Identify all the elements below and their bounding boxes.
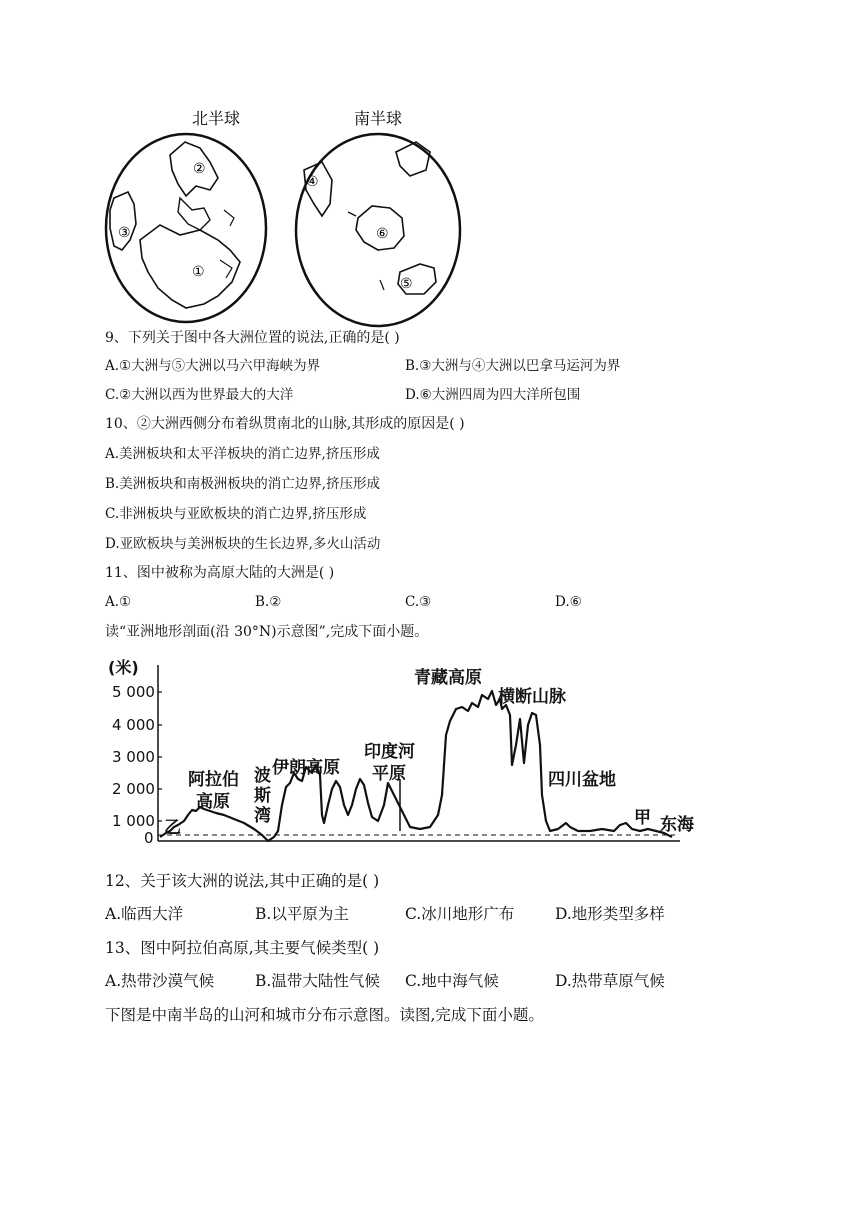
globes-figure [100,100,480,330]
label-sichuan-basin: 四川盆地 [548,770,616,790]
marker-5: ⑤ [400,276,413,292]
marker-4: ④ [306,174,319,190]
closing-intro: 下图是中南半岛的山河和城市分布示意图。读图,完成下面小题。 [105,1006,544,1024]
marker-1: ① [192,264,205,280]
q13-option-b: B.温带大陆性气候 [255,972,380,990]
q11-stem: 11、图中被称为高原大陆的大洲是( ) [105,565,335,581]
q11-option-b: B.② [255,594,282,610]
q13-option-d: D.热带草原气候 [555,972,665,990]
marker-6: ⑥ [376,226,389,242]
label-yi: 乙 [164,818,181,838]
q9-option-a: A.①大洲与⑤大洲以马六甲海峡为界 [105,358,321,374]
y-tick-2000: 2 000 [112,780,155,798]
q11-option-d: D.⑥ [555,594,582,610]
q13-option-c: C.地中海气候 [405,972,499,990]
label-tibet-plateau: 青藏高原 [414,668,482,688]
terrain-profile-figure [100,655,710,855]
terrain-profile-line [160,691,672,841]
label-persian-2: 斯 [254,786,271,806]
profile-intro: 读“亚洲地形剖面(沿 30°N)示意图”,完成下面小题。 [105,624,429,640]
q12-option-c: C.冰川地形广布 [405,905,515,923]
q9-option-b: B.③大洲与④大洲以巴拿马运河为界 [405,358,621,374]
y-tick-3000: 3 000 [112,748,155,766]
y-unit: (米) [108,658,139,677]
q11-option-c: C.③ [405,594,432,610]
south-globe [296,134,460,326]
north-globe-title: 北半球 [192,109,241,128]
marker-2: ② [193,161,206,177]
q12-option-b: B.以平原为主 [255,905,349,923]
q12-option-a: A.临西大洋 [105,905,184,923]
label-persian-1: 波 [254,766,271,786]
label-hengduan: 横断山脉 [498,687,566,707]
q11-option-a: A.① [105,594,132,610]
q12-option-d: D.地形类型多样 [555,905,665,923]
q10-option-a: A.美洲板块和太平洋板块的消亡边界,挤压形成 [105,446,380,462]
q10-option-c: C.非洲板块与亚欧板块的消亡边界,挤压形成 [105,506,367,522]
label-iran-plateau: 伊朗高原 [272,758,340,778]
label-arabia-1: 阿拉伯 [188,770,239,790]
label-east-sea: 东海 [660,815,694,835]
label-indus-1: 印度河 [364,742,415,762]
q13-stem: 13、图中阿拉伯高原,其主要气候类型( ) [105,939,380,957]
q12-stem: 12、关于该大洲的说法,其中正确的是( ) [105,872,380,890]
y-tick-4000: 4 000 [112,716,155,734]
q9-option-d: D.⑥大洲四周为四大洋所包围 [405,387,581,403]
q9-option-c: C.②大洲以西为世界最大的大洋 [105,387,294,403]
q10-option-b: B.美洲板块和南极洲板块的消亡边界,挤压形成 [105,476,381,492]
q13-option-a: A.热带沙漠气候 [105,972,215,990]
label-arabia-2: 高原 [196,792,230,812]
q10-option-d: D.亚欧板块与美洲板块的生长边界,多火山活动 [105,536,381,552]
y-tick-5000: 5 000 [112,683,155,701]
label-persian-3: 湾 [254,806,271,826]
south-globe-title: 南半球 [354,109,403,128]
q9-stem: 9、下列关于图中各大洲位置的说法,正确的是( ) [105,330,400,346]
marker-3: ③ [118,225,131,241]
y-tick-1000: 1 000 [112,812,155,830]
label-jia: 甲 [634,808,651,828]
north-globe [106,134,266,322]
q10-stem: 10、②大洲西侧分布着纵贯南北的山脉,其形成的原因是( ) [105,416,465,432]
label-indus-2: 平原 [372,764,406,784]
y-tick-0: 0 [144,829,154,847]
